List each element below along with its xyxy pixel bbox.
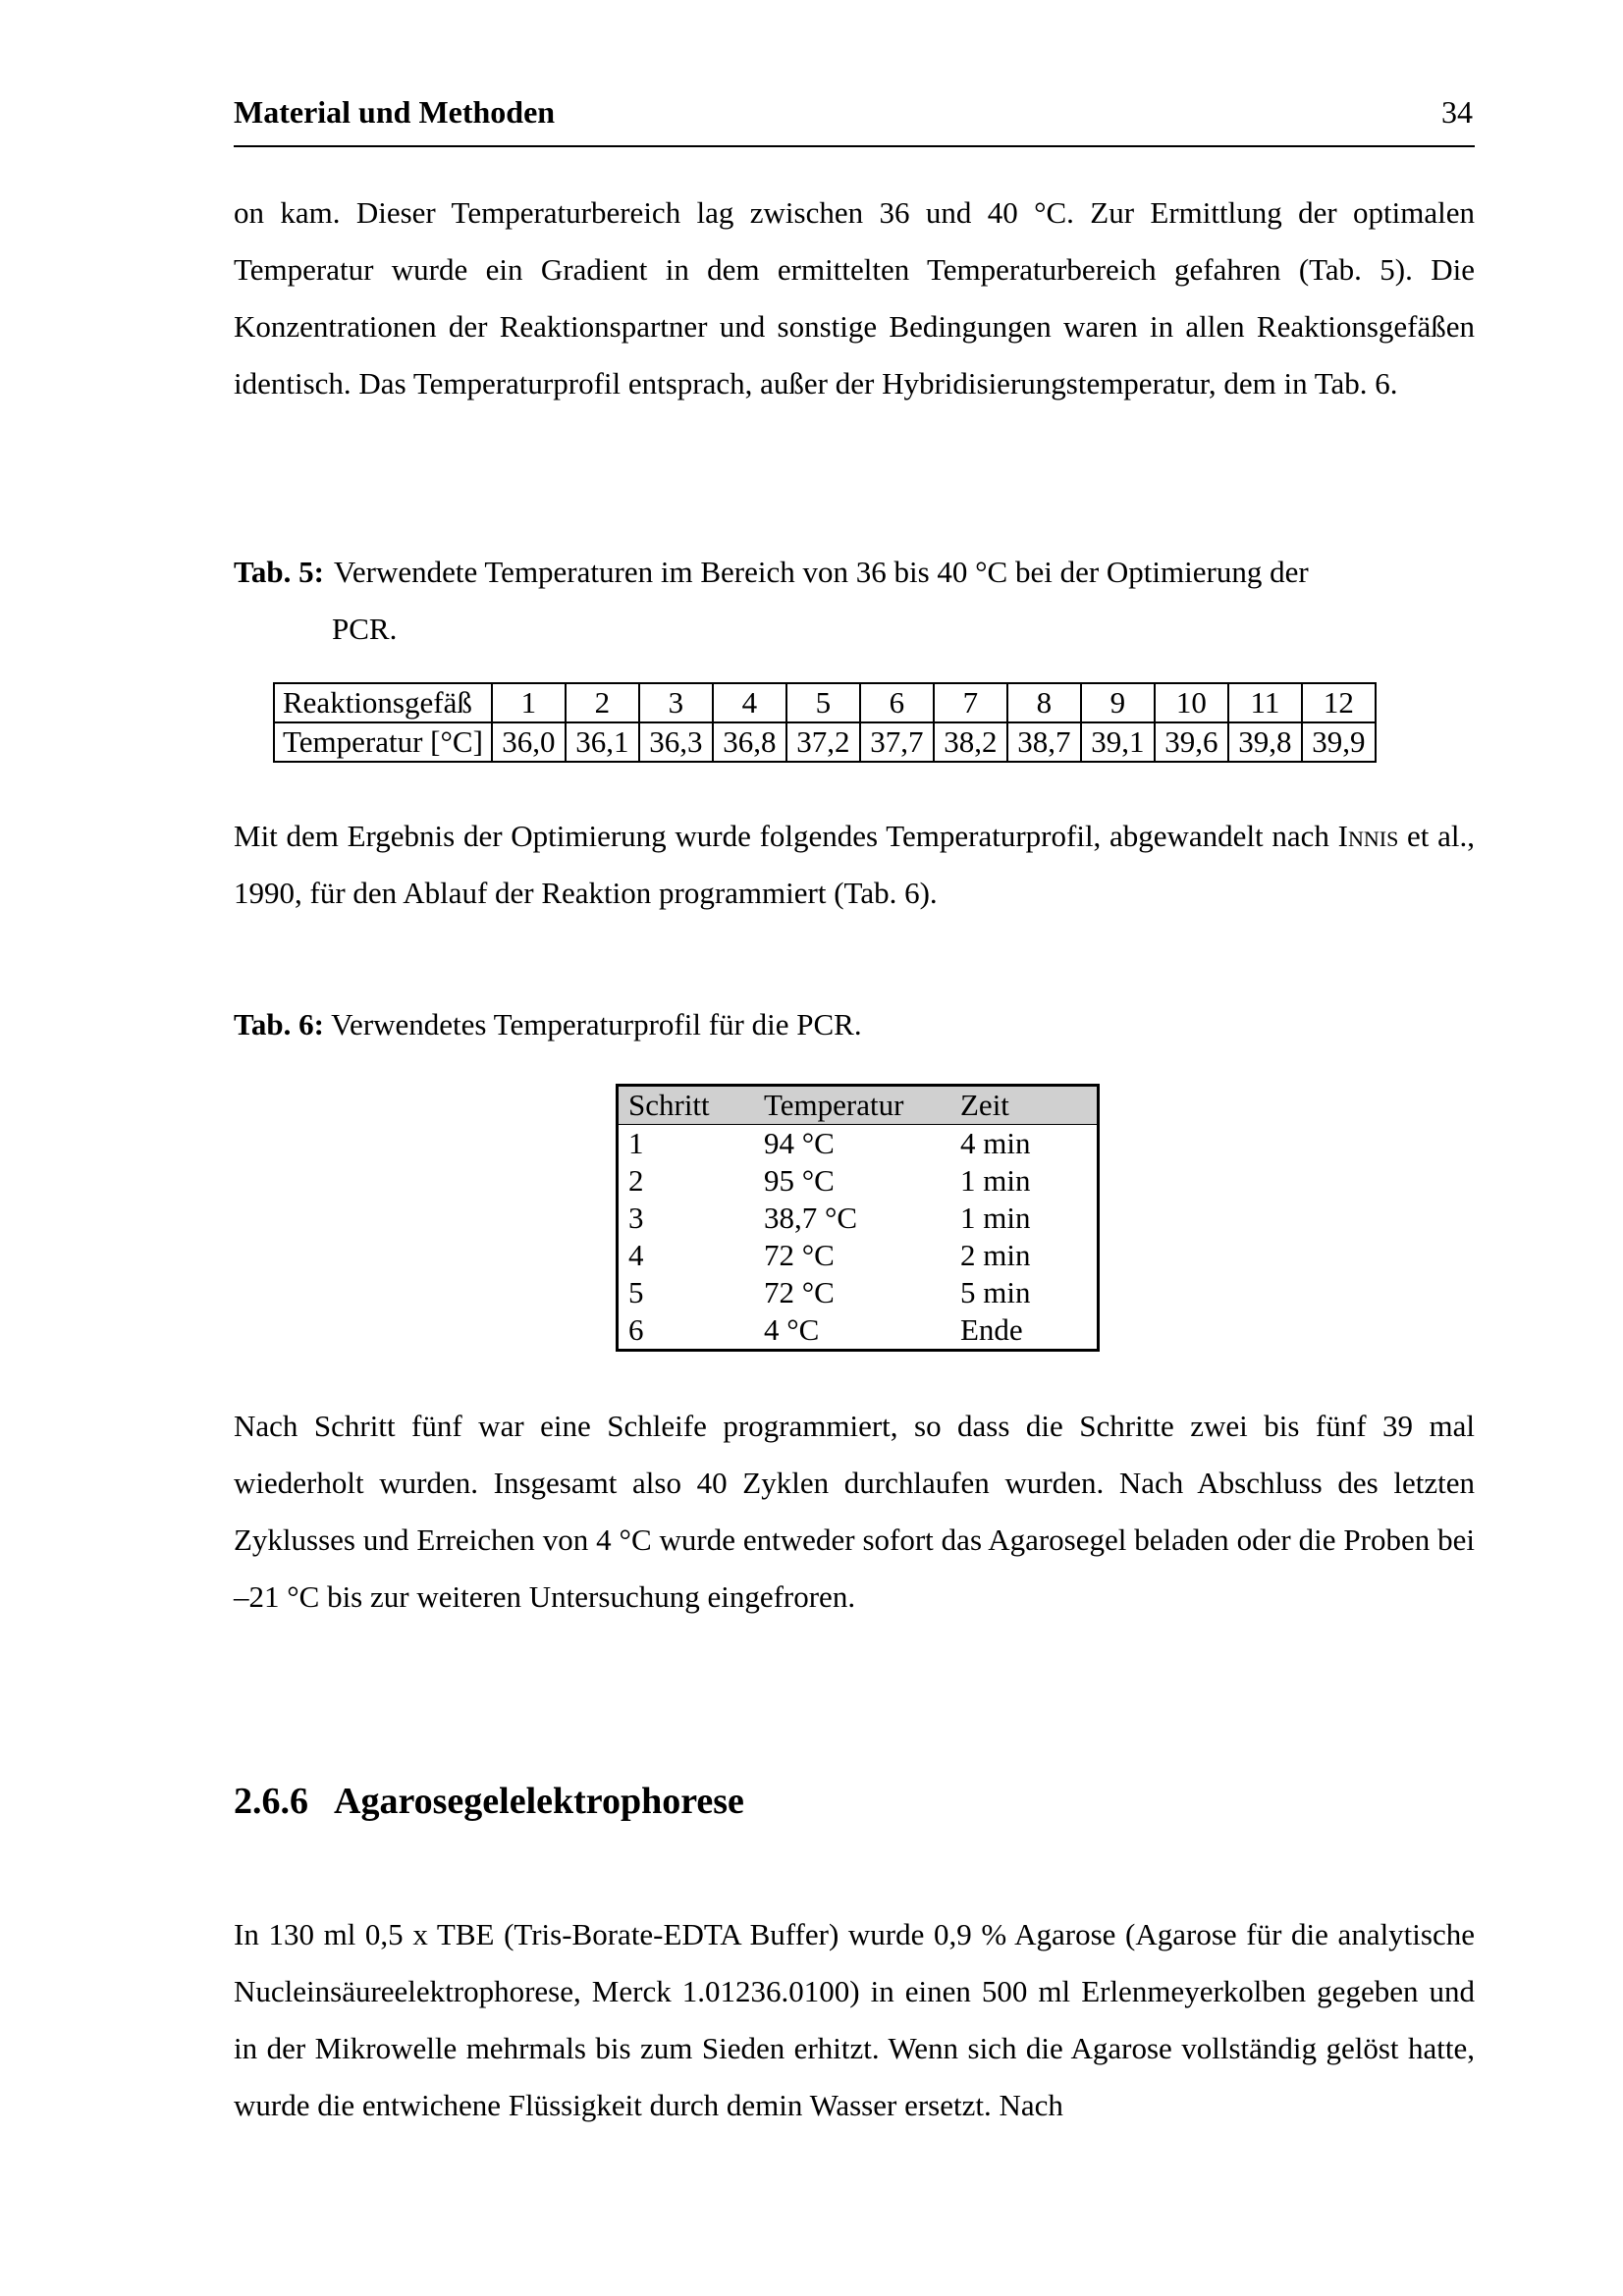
table-cell: 36,0	[492, 722, 566, 762]
table-header-row	[618, 1086, 1099, 1125]
table-row	[274, 683, 1376, 722]
table-5-caption-text: Verwendete Temperaturen im Bereich von 36 bis 40 °C bei der Optimierung der	[333, 555, 1309, 589]
table-5-caption	[234, 544, 1475, 658]
paragraph-loop-program: Nach Schritt fünf war eine Schleife programmiert, so dass die Schritte zwei bis fünf 39 mal wiederholt wurden. Insgesamt also 40 Zyklen durchlaufen wurden. Nach Abschluss des letzten Zyklusses und Erreichen von 4 °C wurde entweder sofort das Agarosegel beladen oder die Proben bei –21 °C bis zur weiteren Untersuchung eingefroren.	[234, 1409, 1475, 1614]
table-cell: 37,7	[860, 722, 934, 762]
table-cell: Ende	[960, 1312, 1023, 1347]
table-cell: 2 min	[960, 1238, 1031, 1272]
page-number: 34	[1441, 94, 1473, 130]
table-cell: 3	[639, 683, 713, 722]
table-cell: 36,3	[639, 722, 713, 762]
table-cell: 9	[1081, 683, 1155, 722]
table-cell: 7	[934, 683, 1007, 722]
table-cell: 1 min	[960, 1163, 1031, 1198]
section-number: 2.6.6	[234, 1781, 308, 1822]
table-cell: 1 min	[960, 1201, 1031, 1235]
table-cell: 4	[713, 683, 786, 722]
table-row	[618, 1274, 1099, 1311]
author-name: Innis	[1337, 819, 1399, 853]
table-cell: 1	[628, 1126, 644, 1160]
table-cell: 95 °C	[764, 1163, 835, 1198]
page-header	[234, 94, 1475, 147]
table-cell: 39,1	[1081, 722, 1155, 762]
table-cell: 10	[1155, 683, 1228, 722]
table-cell: 2	[628, 1163, 644, 1198]
table-cell: 3	[628, 1201, 644, 1235]
table-cell: 8	[1007, 683, 1081, 722]
table-cell: 37,2	[786, 722, 860, 762]
column-header-step: Schritt	[618, 1086, 755, 1125]
paragraph-text: Mit dem Ergebnis der Optimierung wurde folgendes Temperaturprofil, abgewandelt nach	[234, 819, 1338, 853]
table-cell: 5	[628, 1275, 644, 1309]
section-title: Agarosegelelektrophorese	[334, 1781, 744, 1822]
table-cell: 1	[492, 683, 566, 722]
table-row	[618, 1162, 1099, 1200]
paragraph-temperature-range: on kam. Dieser Temperaturbereich lag zwischen 36 und 40 °C. Zur Ermittlung der optimalen Temperatur wurde ein Gradient in dem ermittelten Temperaturbereich gefahren (Tab. 5). Die Konzentrationen der Reaktionspartner und sonstige Bedingungen waren in allen Reaktionsgefäßen identisch. Das Temperaturprofil entsprach, außer der Hybridisierungstemperatur, dem in Tab. 6.	[234, 195, 1475, 400]
table-row	[274, 722, 1376, 762]
table-cell: 4 °C	[764, 1312, 820, 1347]
paragraph-optimization-result	[234, 808, 1475, 922]
table-row	[618, 1125, 1099, 1163]
table-cell: 6	[628, 1312, 644, 1347]
table-6-caption	[234, 996, 1475, 1053]
table-cell: 4	[628, 1238, 644, 1272]
column-header-temperature: Temperatur	[754, 1086, 950, 1125]
table-5-row-header-vessel: Reaktionsgefäß	[274, 683, 492, 722]
table-cell: 72 °C	[764, 1275, 835, 1309]
table-cell: 39,6	[1155, 722, 1228, 762]
table-cell: 94 °C	[764, 1126, 835, 1160]
table-row	[618, 1311, 1099, 1351]
table-cell: 2	[566, 683, 639, 722]
table-row	[618, 1200, 1099, 1237]
table-6-caption-text: Verwendetes Temperaturprofil für die PCR.	[331, 1007, 862, 1041]
table-6-temperature-profile	[616, 1084, 1100, 1352]
table-cell: 12	[1302, 683, 1376, 722]
table-5-caption-continuation: PCR.	[332, 612, 398, 646]
table-row	[618, 1237, 1099, 1274]
table-cell: 36,8	[713, 722, 786, 762]
table-cell: 39,9	[1302, 722, 1376, 762]
table-5-temperatures	[273, 682, 1377, 763]
table-cell: 38,7 °C	[764, 1201, 858, 1235]
table-cell: 38,2	[934, 722, 1007, 762]
table-cell: 36,1	[566, 722, 639, 762]
table-cell: 11	[1228, 683, 1302, 722]
table-cell: 39,8	[1228, 722, 1302, 762]
header-title: Material und Methoden	[234, 94, 556, 130]
table-5-row-header-temperature: Temperatur [°C]	[274, 722, 492, 762]
section-heading	[234, 1780, 744, 1823]
table-cell: 5	[786, 683, 860, 722]
table-cell: 4 min	[960, 1126, 1031, 1160]
table-6-caption-label: Tab. 6:	[234, 1007, 324, 1041]
table-cell: 6	[860, 683, 934, 722]
table-5-caption-label: Tab. 5:	[234, 555, 324, 589]
table-cell: 5 min	[960, 1275, 1031, 1309]
paragraph-agarose-preparation: In 130 ml 0,5 x TBE (Tris-Borate-EDTA Buffer) wurde 0,9 % Agarose (Agarose für die analytische Nucleinsäureelektrophorese, Merck 1.01236.0100) in einen 500 ml Erlenmeyerkolben gegeben und in der Mikrowelle mehrmals bis zum Sieden erhitzt. Wenn sich die Agarose vollständig gelöst hatte, wurde die entwichene Flüssigkeit durch demin Wasser ersetzt. Nach	[234, 1917, 1475, 2122]
table-cell: 38,7	[1007, 722, 1081, 762]
table-cell: 72 °C	[764, 1238, 835, 1272]
column-header-time: Zeit	[950, 1086, 1099, 1125]
paragraph-text: et al., 1990, für den Ablauf der Reaktion programmiert (Tab. 6).	[234, 819, 1475, 910]
